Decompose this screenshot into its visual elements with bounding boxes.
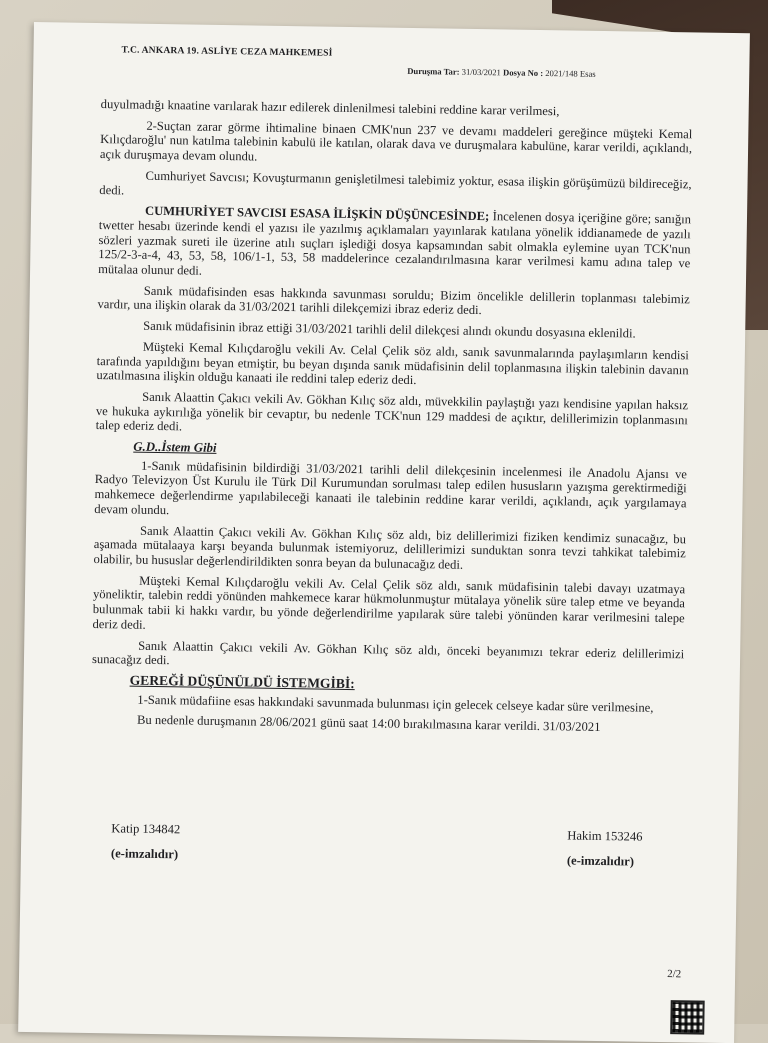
paragraph: Cumhuriyet Savcısı; Kovuşturmanın genişletilmesi talebimiz yoktur, esasa ilişkin görüşümüzü bildireceğiz, dedi. (99, 168, 692, 197)
clerk-signature: Katip 134842 (e-imzalıdır) (110, 821, 181, 862)
paragraph: Bu nedenle duruşmanın 28/06/2021 günü saat 14:00 bırakılmasına karar verildi. 31/03/2021 (136, 713, 601, 735)
paragraph: 2-Suçtan zarar görme ihtimaline binaen CMK'nun 237 ve devamı maddeleri gereğince müşteki Kemal Kılıçdaroğlu' nun katılma talebinin kabulü ile katılan, olarak dava ve duruşmalara kabulüne, karar verildi, açıklandı, açık duruşmaya devam olundu. (99, 118, 693, 164)
judge-signature: Hakim 153246 (e-imzalıdır) (566, 828, 643, 869)
page-number: 2/2 (667, 968, 682, 981)
court-name: T.C. ANKARA 19. ASLİYE CEZA MAHKEMESİ (121, 45, 333, 59)
paragraph: Müşteki Kemal Kılıçdaroğlu vekili Av. Celal Çelik söz aldı, sanık müdafisinin talebi davayı uzatmaya yöneliktir, talebin reddi yönünden mahkemece karar hükmolunmuştur mütalaya yönelik süre talep etme ve beyanda bulunmak tabii ki hakkı vardır, bu yönde değerlendirilme yapılarak süre talebi yönünden karar verilmesini talepe deriz dedi. (92, 573, 686, 632)
document-page (18, 22, 750, 1043)
qr-code-icon (670, 1000, 705, 1035)
paragraph: Sanık Alaattin Çakıcı vekili Av. Gökhan Kılıç söz aldı, önceki beyanımızı tekrar ederiz delillerimizi sunacağız dedi. (91, 638, 685, 668)
paragraph: Sanık Alaattin Çakıcı vekili Av. Gökhan Kılıç söz aldı, biz delillerimizi fiziken kendimiz sunacağız, bu aşamada mütalaaya karşı beyanda bulunmak istemiyoruz, delillerimizi sunduktan sonra tevzi tahkikat talebimiz olabilir, bu hususlar değerlendirildikten sonra beyan da bulunacağız dedi. (93, 523, 687, 572)
paragraph: Sanık müdafisinin ibraz ettiği 31/03/2021 tarihli delil dilekçesi alındı okundu dosyasına eklenildi. (143, 318, 636, 341)
paragraph: 1-Sanık müdafiine esas hakkındaki savunmada bulunması için gelecek celseye kadar süre verilmesine, (137, 692, 654, 715)
paragraph: Müşteki Kemal Kılıçdaroğlu vekili Av. Celal Çelik söz aldı, sanık savunmalarında paylaşımların kendisi tarafında yapıldığını beyan etmiştir, bu beyan dışında sanık müdafisinin delil toplanmasına ilişkin talebinin davanın uzatılmasına ilişkin olduğu kanaati ile reddini talep ederiz dedi. (96, 339, 689, 388)
section-heading: G.D..İstem Gibi (133, 439, 217, 455)
prosecutor-opinion-heading: CUMHURİYET SAVCISI ESASA İLİŞKİN DÜŞÜNCESİNDE; (144, 203, 490, 224)
hearing-info: Duruşma Tar: 31/03/2021 Dosya No : 2021/148 Esas (407, 65, 596, 79)
paragraph: duyulmadığı knaatine varılarak hazır edilerek dinlenilmesi talebini reddine karar verilmesi, (100, 97, 560, 119)
paragraph: Sanık Alaattin Çakıcı vekili Av. Gökhan Kılıç söz aldı, müvekkilin paylaştığı yazı kendisine yapılan haksız ve hukuka aykırılığa yönelik bir cevaptır, bu nedenle TCK'nun 129 maddesi de açıktır, delillerimizin toplanmasını talep ederiz dedi. (95, 389, 689, 434)
paragraph: Sanık müdafisinden esas hakkında savunması soruldu; Bizim öncelikle delillerin toplanması talebimiz vardır, una ilişkin olarak da 31/03/2021 tarihli dilekçemizi ibraz ederiz dedi. (97, 283, 690, 318)
decision-heading: GEREĞİ DÜŞÜNÜLDÜ İSTEMGİBİ: (129, 672, 355, 692)
paragraph: 1-Sanık müdafisinin bildirdiği 31/03/2021 tarihli delil dilekçesinin incelenmesi ile Anadolu Ajansı ve Radyo Televizyon Üst Kurulu ile Türk Dil Kurumundan sorulması talep edilen hususların yazışma gerektirmediği mahkemece değerlendirme yapılabileceği kanaati ile talebinin reddine karar verildi, açıklandı, açık yargılamaya devam olundu. (94, 458, 688, 518)
paragraph: CUMHURİYET SAVCISI ESASA İLİŞKİN DÜŞÜNCESİNDE; İncelenen dosya içeriğine göre; sanığın twetter hesabı üzerinde kendi el yazısı ile yazılmış açıklamaları yayınlarak katılana yönelik iddianamede de yazılı sözleri yazmak sureti ile üzerine atılı suçları işlediği dosya kapsamından sabit olmakla eylemine uyan TCK'nun 125/2-3-a-4, 43, 53, 58, 106/1-1, 53, 58 maddelerince cezalandırılmasına karar verilmesi kamu adına talep ve mütalaa olunur dedi. (98, 203, 692, 278)
document-body (91, 97, 693, 742)
